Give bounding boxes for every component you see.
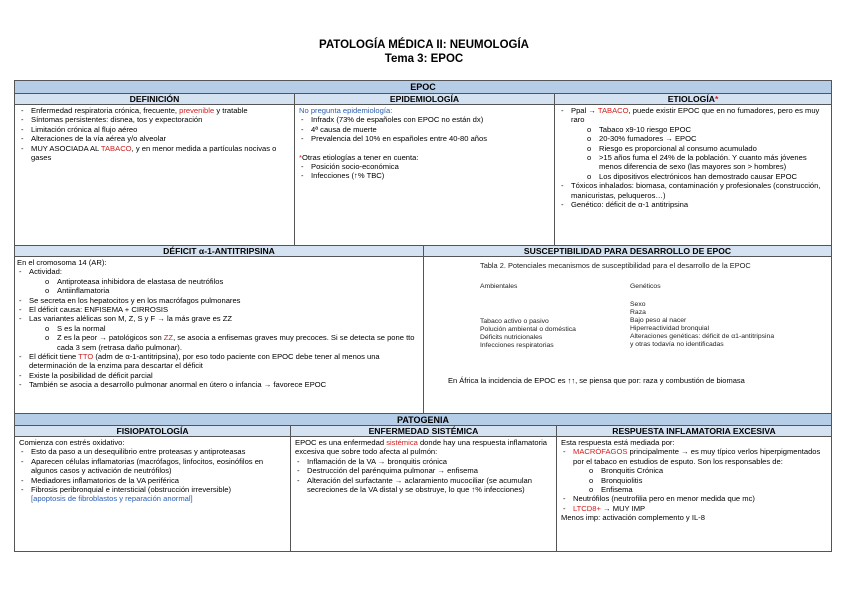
epidemiologia-note: No pregunta epidemiología: — [299, 106, 393, 115]
epoc-band: EPOC — [15, 81, 831, 94]
list-item: - Inflamación de la VA → bronquitis crónica — [307, 457, 552, 466]
list-item: - LTCD8+ → MUY IMP — [573, 504, 827, 513]
list-item: - Posición socio-económica — [311, 162, 550, 171]
table-cell: Raza — [630, 309, 646, 316]
list-item: - El déficit tiene TTO (adm de α-1-antitripsina), por eso todo paciente con EPOC debe tener al menos una determinación de la enzima para descartar el déficit — [29, 352, 419, 371]
list-item: o Tabaco x9-10 riesgo EPOC — [599, 125, 827, 134]
respuesta-inflamatoria-header: RESPUESTA INFLAMATORIA EXCESIVA — [557, 426, 831, 437]
list-item: - Aparecen células inflamatorias (macrófagos, linfocitos, eosinófilos en algunos casos y activación de neutrófilos) — [31, 457, 286, 476]
list-item: - Actividad: o Antiproteasa inhibidora de elastasa de neutrófilos o Antiinflamatoria — [29, 267, 419, 295]
respuesta-inflamatoria-section — [557, 426, 831, 551]
list-item: - Infecciones (↑% TBC) — [311, 171, 550, 180]
enfermedad-sistemica-header: ENFERMEDAD SISTÉMICA — [291, 426, 556, 437]
patogenia-band: PATOGENIA — [15, 414, 831, 426]
susceptibilidad-section — [424, 246, 831, 413]
summary-sheet — [14, 80, 832, 552]
list-item: o Bronquiolitis — [601, 476, 827, 485]
menos-imp-text: Menos imp: activación complemento y IL-8 — [561, 513, 705, 523]
definicion-section — [15, 94, 295, 245]
list-item: - Se secreta en los hepatocitos y en los macrófagos pulmonares — [29, 296, 419, 305]
sistemica-intro: EPOC es una enfermedad sistémica donde hay una respuesta inflamatoria excesiva que sobre todo afecta al pulmón: — [295, 438, 548, 457]
list-item: - Enfermedad respiratoria crónica, frecuente, prevenible y tratable — [31, 106, 290, 115]
title-line2: Tema 3: EPOC — [384, 53, 464, 65]
susceptibilidad-table — [480, 262, 820, 350]
list-item: - Alteración del surfactante → aclaramiento mucociliar (se acumulan secreciones de la VA distal y se obstruye, lo que ↑% infecciones) — [307, 476, 552, 495]
epidemiologia-header: EPIDEMIOLOGÍA — [295, 94, 554, 105]
epidemiologia-section — [295, 94, 555, 245]
list-item: o Bronquitis Crónica — [601, 466, 827, 475]
list-item: o 20-30% fumadores → EPOC — [599, 134, 827, 143]
table-col-ambientales — [480, 301, 630, 350]
susceptibilidad-header: SUSCEPTIBILIDAD PARA DESARROLLO DE EPOC — [424, 246, 831, 257]
deficit-header: DÉFICIT α-1-ANTITRIPSINA — [15, 246, 423, 257]
table-cell: Polución ambiental o doméstica — [480, 326, 576, 333]
list-item: - Tóxicos inhalados: biomasa, contaminación y profesionales (construcción, manicuristas, peluqueros…) — [571, 181, 827, 200]
list-item: - Limitación crónica al flujo aéreo — [31, 125, 290, 134]
table-cell: Bajo peso al nacer — [630, 317, 687, 324]
table-cell: Déficits nutricionales — [480, 334, 543, 341]
list-item: o Riesgo es proporcional al consumo acumulado — [599, 144, 827, 153]
definicion-header: DEFINICIÓN — [15, 94, 294, 105]
list-item: o >15 años fuma el 24% de la población. Y cuanto más jóvenes menos diferencia de sexo (las mayores son > hombres) — [599, 153, 827, 172]
table-cell: Sexo — [630, 301, 646, 308]
table-cell: y otras todavía no identificadas — [630, 341, 724, 348]
table-cell: Alteraciones genéticas: déficit de α1-antitripsina — [630, 333, 775, 340]
list-item: o Z es la peor → patológicos son ZZ, se asocia a enfisemas graves muy precoces. Si se detecta se pone tto cada 3 sem (retrasa daño pulmonar). — [57, 333, 419, 352]
list-item: - Ppal → TABACO, puede existir EPOC que en no fumadores, pero es muy raro o Tabaco x9-10 riesgo EPOC o 20-30% fumadores → EPOC o Riesgo es proporcional al consumo acumulado o >15 años fuma el 24% de la población. Y cuanto más jóvenes menos diferencia de sexo (las mayores son > hombres) o Los dipositivos electrónicos han demostrado causar EPOC — [571, 106, 827, 181]
list-item: - Esto da paso a un desequilibrio entre proteasas y antiproteasas — [31, 447, 286, 456]
list-item: - MUY ASOCIADA AL TABACO, y en menor medida a partículas nocivas o gases — [31, 144, 290, 163]
row-patogenia — [15, 426, 831, 551]
table-caption: Tabla 2. Potenciales mecanismos de susceptibilidad para el desarrollo de la EPOC — [480, 261, 751, 270]
list-item: - Fibrosis peribronquial e intersticial (obstrucción irreversible) [apoptosis de fibroblastos y reparación anormal] — [31, 485, 286, 504]
list-item: o Enfisema — [601, 485, 827, 494]
list-item: - El déficit causa: ENFISEMA + CIRROSIS — [29, 305, 419, 314]
list-item: - MACRÓFAGOS principalmente → es muy típico verlos hiperpigmentados por el tabaco en estudios de esputo. Son los responsables de: o Bronquitis Crónica o Bronquiolitis o Enfisema — [573, 447, 827, 494]
list-item: o Antiproteasa inhibidora de elastasa de neutrófilos — [57, 277, 419, 286]
etiologia-section — [555, 94, 831, 245]
etiologia-header: ETIOLOGÍA* — [555, 94, 831, 105]
respuesta-intro: Esta respuesta está mediada por: — [561, 438, 675, 447]
document-title — [0, 38, 848, 66]
list-item: - Prevalencia del 10% en españoles entre 40-80 años — [311, 134, 550, 143]
enfermedad-sistemica-section — [291, 426, 557, 551]
fisio-blue-note: [apoptosis de fibroblastos y reparación anormal] — [31, 494, 193, 504]
list-item: o S es la normal — [57, 324, 419, 333]
list-item: o Los dipositivos electrónicos han demostrado causar EPOC — [599, 172, 827, 181]
row-definition — [15, 94, 831, 246]
fisio-intro: Comienza con estrés oxidativo: — [19, 438, 125, 447]
table-cell: Tabaco activo o pasivo — [480, 318, 549, 325]
list-item: - 4ª causa de muerte — [311, 125, 550, 134]
table-header-ambientales: Ambientales — [480, 283, 518, 290]
table-cell: Infecciones respiratorias — [480, 342, 554, 349]
list-item: - Alteraciones de la vía aérea y/o alveolar — [31, 134, 290, 143]
list-item: - También se asocia a desarrollo pulmonar anormal en útero o infancia → favorece EPOC — [29, 380, 419, 389]
row-deficit — [15, 246, 831, 414]
fisiopatologia-section — [15, 426, 291, 551]
list-item: - Genético: déficit de α-1 antitripsina — [571, 200, 827, 209]
table-col-geneticos — [630, 301, 820, 350]
table-header-geneticos: Genéticos — [630, 283, 661, 290]
list-item: - Destrucción del parénquima pulmonar → enfisema — [307, 466, 552, 475]
definicion-list — [19, 106, 290, 162]
fisiopatologia-header: FISIOPATOLOGÍA — [15, 426, 290, 437]
list-item: - Neutrófilos (neutrofilia pero en menor medida que mc) — [573, 494, 827, 503]
list-item: o Antiinflamatoria — [57, 286, 419, 295]
list-item: - Infradx (73% de españoles con EPOC no están dx) — [311, 115, 550, 124]
otras-etiologias-label: *Otras etiologías a tener en cuenta: — [299, 152, 419, 162]
title-line1: PATOLOGÍA MÉDICA II: NEUMOLOGÍA — [319, 39, 529, 51]
list-item: - Mediadores inflamatorios de la VA periférica — [31, 476, 286, 485]
list-item: - Existe la posibilidad de déficit parcial — [29, 371, 419, 380]
list-item: - Síntomas persistentes: disnea, tos y expectoración — [31, 115, 290, 124]
cromosoma-text: En el cromosoma 14 (AR): — [17, 258, 107, 267]
list-item: - Las variantes alélicas son M, Z, S y F → la más grave es ZZ o S es la normal o Z es la peor → patológicos son ZZ, se asocia a enfisemas graves muy precoces. Si se detecta se pone tto cada 3 sem (retrasa daño pulmonar). — [29, 314, 419, 352]
deficit-section — [15, 246, 424, 413]
africa-note: En África la incidencia de EPOC es ↑↑, se piensa que por: raza y combustión de biomasa — [448, 376, 745, 385]
table-cell: Hiperreactividad bronquial — [630, 325, 709, 332]
